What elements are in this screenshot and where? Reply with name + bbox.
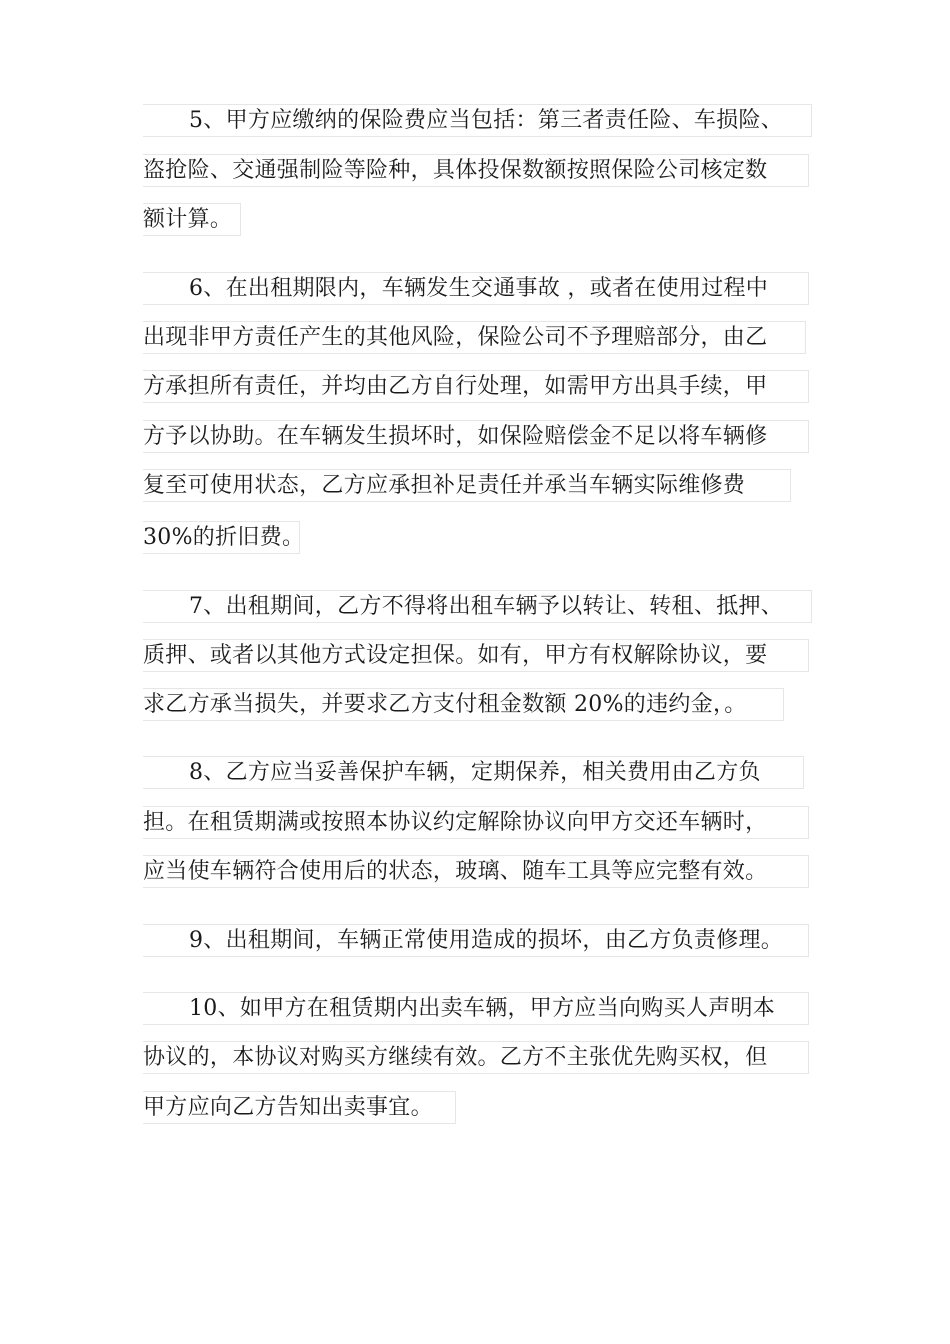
clause-7-line-3: 求乙方承当损失，并要求乙方支付租金数额 20%的违约金，。 bbox=[143, 688, 784, 721]
clause-8-line-3: 应当使车辆符合使用后的状态，玻璃、随车工具等应完整有效。 bbox=[143, 855, 809, 888]
clause-6-line-4: 方予以协助。在车辆发生损坏时，如保险赔偿金不足以将车辆修 bbox=[143, 420, 809, 453]
clause-8-line-1: 8、乙方应当妥善保护车辆，定期保养，相关费用由乙方负 bbox=[143, 756, 804, 789]
clause-8-line-2: 担。在租赁期满或按照本协议约定解除协议向甲方交还车辆时， bbox=[143, 806, 809, 839]
clause-10-line-2: 协议的，本协议对购买方继续有效。乙方不主张优先购买权，但 bbox=[143, 1041, 809, 1074]
clause-5-line-3: 额计算。 bbox=[143, 203, 241, 236]
clause-5-line-2: 盗抢险、交通强制险等险种，具体投保数额按照保险公司核定数 bbox=[143, 154, 809, 187]
clause-6-line-2: 出现非甲方责任产生的其他风险，保险公司不予理赔部分，由乙 bbox=[143, 321, 806, 354]
clause-7-line-2: 质押、或者以其他方式设定担保。如有，甲方有权解除协议，要 bbox=[143, 639, 809, 672]
clause-6-line-5: 复至可使用状态，乙方应承担补足责任并承当车辆实际维修费 bbox=[143, 469, 791, 502]
clause-10-line-3: 甲方应向乙方告知出卖事宜。 bbox=[143, 1091, 456, 1124]
clause-7-line-1: 7、出租期间，乙方不得将出租车辆予以转让、转租、抵押、 bbox=[143, 590, 812, 623]
clause-6-line-1: 6、在出租期限内，车辆发生交通事故 ，或者在使用过程中 bbox=[143, 272, 809, 305]
clause-6-line-6: 30%的折旧费。 bbox=[143, 521, 300, 554]
clause-6-line-3: 方承担所有责任，并均由乙方自行处理，如需甲方出具手续，甲 bbox=[143, 370, 809, 403]
clause-9-line-1: 9、出租期间，车辆正常使用造成的损坏，由乙方负责修理。 bbox=[143, 924, 809, 957]
clause-5-line-1: 5、甲方应缴纳的保险费应当包括：第三者责任险、车损险、 bbox=[143, 104, 812, 137]
clause-10-line-1: 10、如甲方在租赁期内出卖车辆，甲方应当向购买人声明本 bbox=[143, 992, 809, 1025]
